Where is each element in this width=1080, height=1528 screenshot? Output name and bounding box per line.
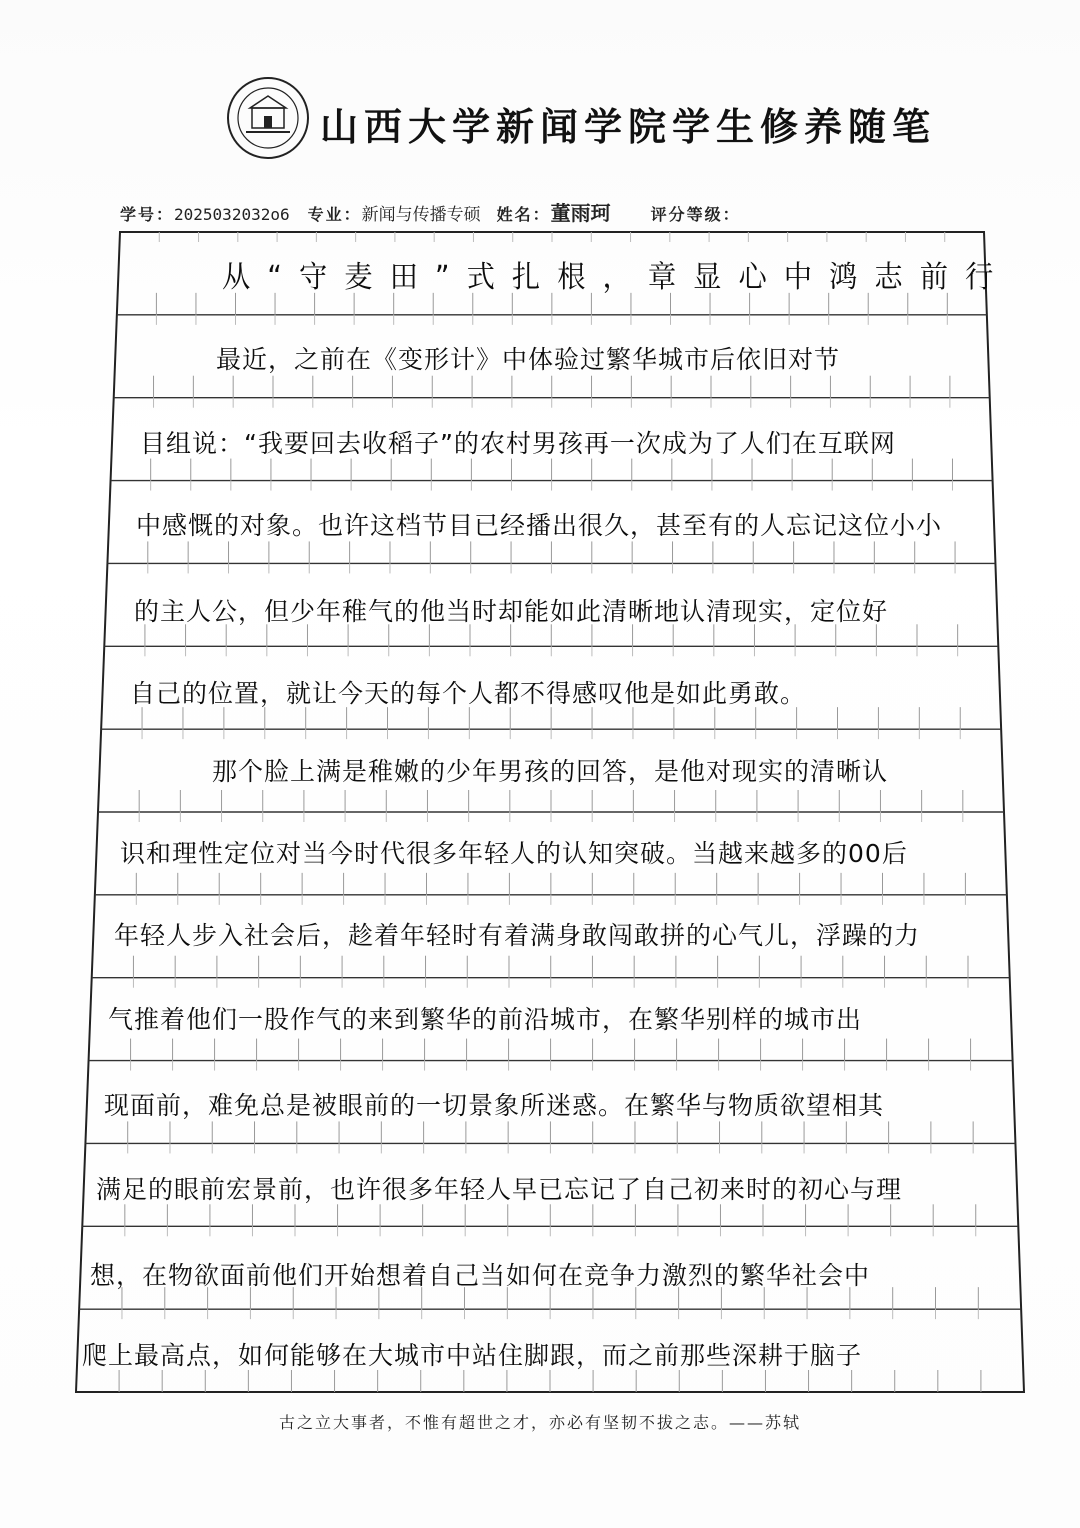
essay-line: 爬上最高点，如何能够在大城市中站住脚跟，而之前那些深耕于脑子 xyxy=(82,1341,863,1370)
essay-line: 气推着他们一股作气的来到繁华的前沿城市，在繁华别样的城市出 xyxy=(108,1005,863,1034)
student-id-value: 2025032032o6 xyxy=(174,205,290,224)
grade-label: 评分等级： xyxy=(650,205,741,224)
essay-line: 那个脸上满是稚嫩的少年男孩的回答，是他对现实的清晰认 xyxy=(212,757,889,786)
footer-quote: 古之立大事者，不惟有超世之才，亦必有坚韧不拔之志。——苏轼 xyxy=(278,1413,801,1432)
major-label: 专业： xyxy=(307,205,362,224)
essay-line: 识和理性定位对当今时代很多年轻人的认知突破。当越来越多的00后 xyxy=(120,839,908,868)
name-label: 姓名： xyxy=(496,205,551,224)
essay-line: 想，在物欲面前他们开始想着自己当如何在竞争力激烈的繁华社会中 xyxy=(90,1261,871,1290)
essay-line: 目组说：“我要回去收稻子”的农村男孩再一次成为了人们在互联网 xyxy=(140,429,896,458)
document-title: 山西大学新闻学院学生修养随笔 xyxy=(320,104,937,149)
essay-line: 中感慨的对象。也许这档节目已经播出很久，甚至有的人忘记这位小小 xyxy=(136,511,943,540)
essay-line: 现面前，难免总是被眼前的一切景象所迷惑。在繁华与物质欲望相其 xyxy=(104,1091,885,1120)
essay-line: 最近，之前在《变形计》中体验过繁华城市后依旧对节 xyxy=(216,345,841,374)
essay-line: 的主人公，但少年稚气的他当时却能如此清晰地认清现实，定位好 xyxy=(134,597,889,626)
essay-line: 年轻人步入社会后，趁着年轻时有着满身敢闯敢拼的心气儿，浮躁的力 xyxy=(114,921,921,950)
essay-title: 从“守麦田”式扎根，章显心中鸿志前行 xyxy=(222,260,1011,295)
major-value: 新闻与传播专硕 xyxy=(361,205,481,225)
student-id-label: 学号： xyxy=(120,205,175,224)
name-value: 董雨珂 xyxy=(550,201,611,225)
essay-line: 满足的眼前宏景前，也许很多年轻人早已忘记了自己初来时的初心与理 xyxy=(96,1175,903,1204)
essay-line: 自己的位置，就让今天的每个人都不得感叹他是如此勇敢。 xyxy=(130,679,807,708)
